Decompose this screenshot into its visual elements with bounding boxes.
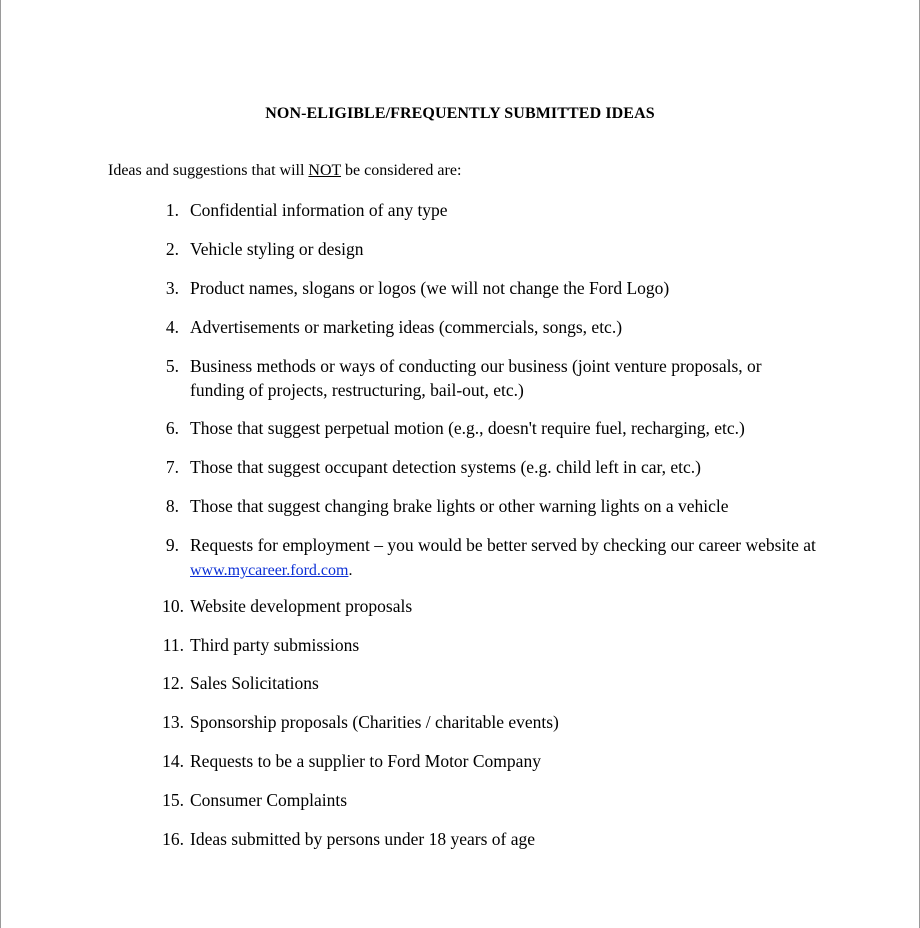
list-item xyxy=(156,788,836,812)
list-item-text: Sales Solicitations xyxy=(190,673,319,693)
intro-text xyxy=(108,160,461,182)
list-item-text: Requests to be a supplier to Ford Motor Company xyxy=(190,751,541,771)
page-title: NON-ELIGIBLE/FREQUENTLY SUBMITTED IDEAS xyxy=(265,105,655,122)
career-website-link[interactable]: www.mycareer.ford.com xyxy=(190,562,349,579)
list-item-text: Those that suggest occupant detection systems (e.g. child left in car, etc.) xyxy=(190,457,702,477)
list-item xyxy=(156,749,836,773)
list-item xyxy=(156,671,836,695)
list-item-text: Sponsorship proposals (Charities / charitable events) xyxy=(190,712,559,732)
list-item xyxy=(156,827,836,851)
list-item xyxy=(156,354,806,402)
list-item xyxy=(156,633,836,657)
list-item-number: 7. xyxy=(165,457,179,477)
list-item-number: 2. xyxy=(165,239,179,259)
list-item xyxy=(156,455,836,479)
list-item-number: 11. xyxy=(162,635,184,655)
list-item-text: Vehicle styling or design xyxy=(190,239,364,259)
list-item-number: 12. xyxy=(162,673,184,693)
list-item xyxy=(156,198,836,222)
list-item-number: 4. xyxy=(165,317,179,337)
list-item-text: Website development proposals xyxy=(190,596,413,616)
list-item xyxy=(156,494,836,518)
list-item-number: 1. xyxy=(165,200,179,220)
employment-text-end: . xyxy=(348,562,353,579)
intro-before: Ideas and suggestions that will xyxy=(108,162,309,179)
list-item-text: Advertisements or marketing ideas (commercials, songs, etc.) xyxy=(190,317,623,337)
list-item xyxy=(156,276,836,300)
list-item-number: 5. xyxy=(165,356,179,376)
list-item-number: 3. xyxy=(165,278,179,298)
list-item-number: 13. xyxy=(162,712,184,732)
list-item-text: Consumer Complaints xyxy=(190,790,348,810)
list-item-text: Confidential information of any type xyxy=(190,200,448,220)
list-item-number: 9. xyxy=(165,535,179,555)
list-item-text: Product names, slogans or logos (we will not change the Ford Logo) xyxy=(190,278,670,298)
list-item-number: 16. xyxy=(162,829,184,849)
list-item xyxy=(156,594,836,618)
intro-emphasis: NOT xyxy=(308,162,342,179)
list-item-text: Third party submissions xyxy=(190,635,360,655)
list-item-number: 10. xyxy=(162,596,184,616)
list-item xyxy=(156,237,836,261)
list-item-text: Those that suggest perpetual motion (e.g., doesn't require fuel, recharging, etc.) xyxy=(190,418,745,438)
list-item xyxy=(156,315,836,339)
list-item-number: 6. xyxy=(165,418,179,438)
employment-text: Requests for employment – you would be better served by checking our career website at xyxy=(190,535,816,555)
list-item xyxy=(156,533,846,583)
list-item-number: 15. xyxy=(162,790,184,810)
list-item xyxy=(156,416,836,440)
intro-after: be considered are: xyxy=(341,162,462,179)
list-item-text: Ideas submitted by persons under 18 years of age xyxy=(190,829,536,849)
list-item-number: 8. xyxy=(165,496,179,516)
list-item-text xyxy=(190,533,846,583)
list-item-text: Those that suggest changing brake lights or other warning lights on a vehicle xyxy=(190,496,729,516)
list-item-number: 14. xyxy=(162,751,184,771)
list-item xyxy=(156,710,836,734)
list-item-text: Business methods or ways of conducting our business (joint venture proposals, or funding of projects, restructuring, bail-out, etc.) xyxy=(190,356,762,400)
